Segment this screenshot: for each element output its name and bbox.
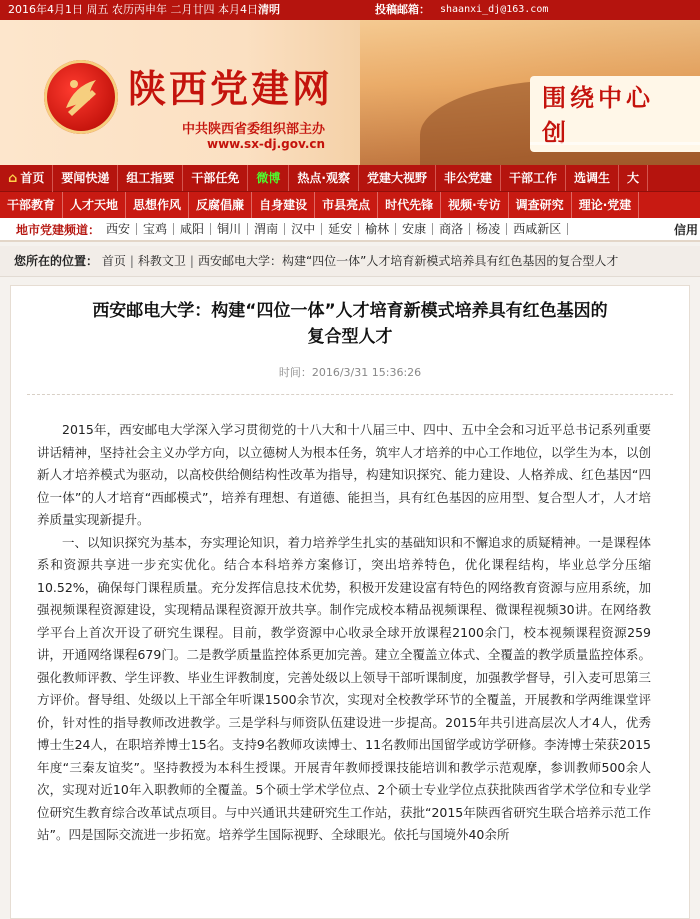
top-info-bar	[0, 0, 700, 20]
site-logo-text[interactable]: 陕西党建网	[128, 66, 334, 111]
city-link[interactable]: 西咸新区	[507, 223, 568, 235]
party-emblem-icon[interactable]	[44, 60, 118, 134]
breadcrumb-separator: |	[129, 254, 134, 268]
submission-email-label: 投稿邮箱：	[375, 3, 430, 16]
city-link[interactable]: 汉中	[285, 223, 322, 235]
nav-hot-topics[interactable]: 热点·观察	[289, 165, 359, 191]
city-link[interactable]: 商洛	[433, 223, 470, 235]
nav-news[interactable]: 要闻快递	[53, 165, 118, 191]
credit-link[interactable]: 信用	[673, 222, 698, 237]
nav-pioneers[interactable]: 时代先锋	[378, 192, 441, 218]
city-link[interactable]: 宝鸡	[137, 223, 174, 235]
article-body	[11, 395, 689, 847]
site-url: www.sx-dj.gov.cn	[207, 137, 326, 151]
nav-cadre-appointment[interactable]: 干部任免	[183, 165, 248, 191]
nav-talent[interactable]: 人才天地	[63, 192, 126, 218]
city-link[interactable]: 榆林	[359, 223, 396, 235]
site-banner	[0, 20, 700, 165]
nav-party-vision[interactable]: 党建大视野	[359, 165, 436, 191]
nav-self-building[interactable]: 自身建设	[252, 192, 315, 218]
main-nav	[0, 165, 700, 192]
nav-non-public[interactable]: 非公党建	[436, 165, 501, 191]
submission-email-link[interactable]: shaanxi_dj@163.com	[440, 4, 549, 15]
article-paragraph: 2015年，西安邮电大学深入学习贯彻党的十八大和十八届三中、四中、五中全会和习近平总书记系列重要讲话精神，坚持社会主义办学方向，以立德树人为根本任务，筑牢人才培养的中心工作地位，以学生为本，以创新人才培养模式为驱动，以高校供给侧结构性改革为指导，构建知识探究、能力建设、人格养成、红色基因“四位一体”的人才培育“西邮模式”，培养有理想、有道德、能担当，具有红色基因的应用型、复合型人才，人才培养质量实现新提升。	[37, 422, 651, 527]
nav-cadre-work[interactable]: 干部工作	[501, 165, 566, 191]
nav-ideology[interactable]: 思想作风	[126, 192, 189, 218]
article-title: 西安邮电大学：构建“四位一体”人才培育新模式培养具有红色基因的 复合型人才	[92, 301, 608, 347]
nav-cadre-education[interactable]: 干部教育	[0, 192, 63, 218]
breadcrumb-home[interactable]: 首页	[101, 254, 126, 268]
breadcrumb	[0, 246, 700, 277]
breadcrumb-separator: |	[189, 254, 194, 268]
article-time: 时间：2016/3/31 15:36:26	[278, 366, 422, 379]
nav-video-interview[interactable]: 视频·专访	[441, 192, 509, 218]
city-link[interactable]: 延安	[322, 223, 359, 235]
city-channel-label: 地市党建频道：	[16, 222, 101, 237]
date-text: 2016年4月1日 周五 农历丙申年 二月廿四 本月4日清明	[8, 3, 280, 16]
city-link[interactable]: 西安	[100, 223, 137, 235]
weather-text: 清明	[257, 3, 280, 16]
nav-city-highlights[interactable]: 市县亮点	[315, 192, 378, 218]
home-icon: ⌂	[8, 170, 18, 186]
breadcrumb-category[interactable]: 科教文卫	[137, 254, 186, 268]
banner-bridge-decoration	[530, 142, 700, 165]
city-link[interactable]: 安康	[396, 223, 433, 235]
nav-home[interactable]: ⌂ 首页	[0, 165, 53, 192]
nav-selected-graduates[interactable]: 选调生	[566, 165, 619, 191]
breadcrumb-label: 您所在的位置：	[14, 254, 99, 268]
secondary-nav	[0, 192, 700, 218]
nav-theory[interactable]: 理论·党建	[572, 192, 640, 218]
nav-weibo[interactable]: 微博	[248, 165, 289, 191]
city-channel-bar	[0, 218, 700, 242]
nav-more[interactable]: 大	[619, 165, 648, 191]
nav-organization-guide[interactable]: 组工指要	[118, 165, 183, 191]
article-paragraph: 一、以知识探究为基本，夯实理论知识，着力培养学生扎实的基础知识和不懈追求的质疑精神。一是课程体系和资源共享进一步充实优化。结合本科培养方案修订，突出培养特色，优化课程结构，毕业总学分压缩10.52%，确保每门课程质量。充分发挥信息技术优势，积极开发建设富有特色的网络教育资源与应用系统，加强视频课程资源建设，实现精品课程资源开放共享。制作完成校本精品视频课程、微课程视频30讲。在网络教学平台上首次开设了研究生课程。目前，教学资源中心收录全球开放课程2100余门，校本视频课程资源259讲，开通网络课程679门。二是教学质量监控体系更加完善。建立全覆盖立体式、全覆盖的教学质量监控体系。强化教师评教、学生评教、毕业生评教制度，完善处级以上领导干部听课制度，加强教学督导，引入麦可思第三方评价。督导组、处级以上干部全年听课1500余节次，实现对全校教学环节的全覆盖，开展教和学两维课堂评价，针对性的指导教师改进教学。三是学科与师资队伍建设进一步提高。2015年共引进高层次人才4人，优秀博士生24人，在职培养博士15名。支持9名教师攻读博士、11名教师出国留学或访学研修。李涛博士荣获2015年度“三秦友谊奖”。坚持教授为本科生授课。开展青年教师授课技能培训和教学示范观摩，参训教师500余人次，实现对近10年入职教师的全覆盖。5个硕士学术学位点、2个硕士专业学位点获批陕西省学术学位和专业学位研究生教育综合改革试点项目。与中兴通讯共建研究生工作站，获批“2015年陕西省研究生联合培养示范工作站”。四是国际交流进一步拓宽。培养学生国际视野、全球眼光。依托与国境外40余所	[37, 534, 651, 842]
city-link[interactable]: 渭南	[248, 223, 285, 235]
nav-anti-corruption[interactable]: 反腐倡廉	[189, 192, 252, 218]
nav-research[interactable]: 调查研究	[509, 192, 572, 218]
breadcrumb-current: 西安邮电大学：构建“四位一体”人才培育新模式培养具有红色基因的复合型人才	[197, 254, 619, 268]
site-sponsor: 中共陕西省委组织部主办	[182, 122, 326, 137]
city-link[interactable]: 杨凌	[470, 223, 507, 235]
article-container	[10, 285, 690, 919]
city-link[interactable]: 咸阳	[174, 223, 211, 235]
city-link[interactable]: 铜川	[211, 223, 248, 235]
banner-slogan: 围绕中心 创	[530, 76, 700, 152]
